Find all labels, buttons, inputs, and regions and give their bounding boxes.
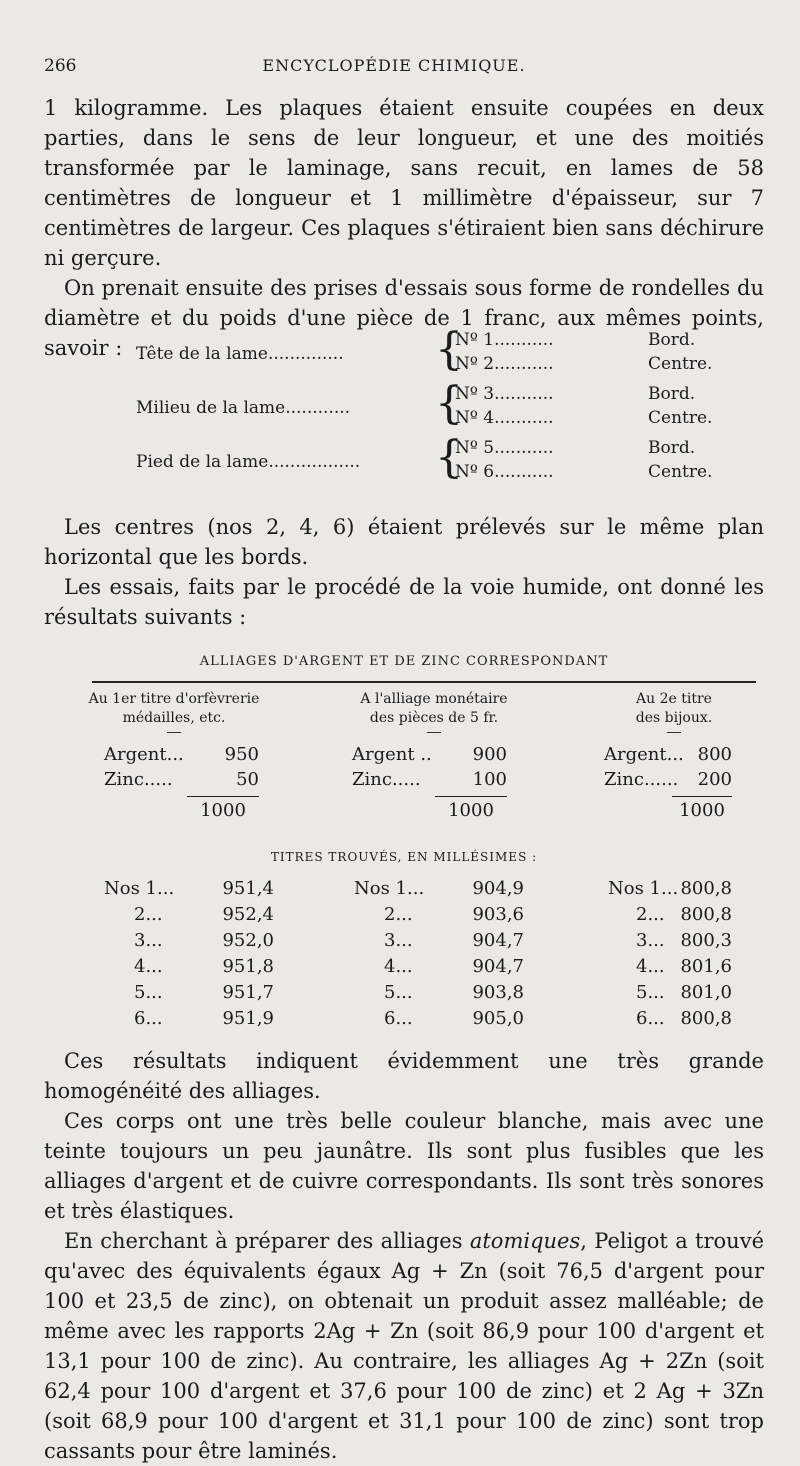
closing-text [44,1046,764,1466]
paragraph-3: Les centres (nos 2, 4, 6) étaient prélevés sur le même plan horizontal que les bords. [44,515,764,569]
paragraph-1: 1 kilogramme. Les plaques étaient ensuite coupées en deux parties, dans le sens de leur longueur, et une des moitiés transformée par le laminage, sans recuit, en lames de 58 centimètres de longueur et 1 millimètre d'épaisseur, sur 7 centimètres de largeur. Ces plaques s'étiraient bien sans déchirure ni gerçure. [44,96,764,270]
sampling-group [112,324,722,384]
page-number: 266 [44,56,77,76]
column-header: Au 2e titre des bijoux. [604,690,744,733]
sampling-row: Nº 5........... Bord. [455,438,696,458]
argent-row: Argent .. 900 [352,744,507,765]
total: 1000 [435,796,507,823]
result-row: 2... 952,4 [134,904,274,925]
sampling-group [112,432,722,492]
result-row: 6... 951,9 [134,1008,274,1029]
results-column-3 [608,876,732,1032]
composition-2 [352,742,507,823]
result-row: Nos 1... 904,9 [354,878,524,899]
sampling-group [112,378,722,438]
table-rule [92,681,756,683]
table-title: ALLIAGES D'ARGENT ET DE ZINC CORRESPONDANT [199,654,609,669]
zinc-row: Zinc..... 100 [352,769,507,790]
column-header: Au 1er titre d'orfèvrerie médailles, etc. [84,690,264,733]
paragraph-5: Ces résultats indiquent évidemment une très grande homogénéité des alliages. [44,1049,764,1103]
brace: { [435,378,463,429]
total: 1000 [187,796,259,823]
zinc-row: Zinc..... 50 [104,769,259,790]
argent-row: Argent... 950 [104,744,259,765]
composition-3 [604,742,732,823]
result-row: 6... 800,8 [636,1008,732,1029]
dot-leader: .............. [267,344,344,364]
result-row: 5... 951,7 [134,982,274,1003]
total: 1000 [672,796,732,823]
result-row: 3... 800,3 [636,930,732,951]
dot-leader: ................. [268,452,361,472]
paragraph-4: Les essais, faits par le procédé de la voie humide, ont donné les résultats suivants : [44,575,764,629]
result-row: 3... 904,7 [384,930,524,951]
results-column-1 [104,876,274,1032]
sampling-row: Nº 3........... Bord. [455,384,696,404]
result-row: 3... 952,0 [134,930,274,951]
composition-1 [104,742,259,823]
paragraph-2: On prenait ensuite des prises d'essais sous forme de rondelles du diamètre et du poids d'une pièce de 1 franc, aux mêmes points, savoir : [44,276,764,360]
intro-text [44,93,764,363]
brace: { [435,324,463,375]
result-row: 5... 903,8 [384,982,524,1003]
result-row: Nos 1... 800,8 [608,878,732,899]
results-title: TITRES TROUVÉS, EN MILLÉSIMES : [270,850,538,864]
result-row: 2... 903,6 [384,904,524,925]
emphasis-atomiques: atomiques [469,1229,581,1253]
sampling-row: Nº 4........... Centre. [455,408,713,428]
result-row: 6... 905,0 [384,1008,524,1029]
running-title: ENCYCLOPÉDIE CHIMIQUE. [262,56,526,75]
results-column-2 [354,876,524,1032]
sampling-row: Nº 1........... Bord. [455,330,696,350]
sampling-label: Tête de la lame.............. [136,344,344,364]
column-header: A l'alliage monétaire des pièces de 5 fr. [344,690,524,733]
sampling-label: Pied de la lame................. [136,452,361,472]
sampling-row: Nº 6........... Centre. [455,462,713,482]
result-row: 4... 904,7 [384,956,524,977]
paragraph-6: Ces corps ont une très belle couleur blanche, mais avec une teinte toujours un peu jaunâtre. Ils sont plus fusibles que les alliages d'argent et de cuivre correspondants. Ils sont très sonores et très élastiques. [44,1109,764,1223]
zinc-row: Zinc...... 200 [604,769,732,790]
brace: { [435,432,463,483]
sampling-label: Milieu de la lame............ [136,398,351,418]
result-row: 4... 801,6 [636,956,732,977]
result-row: 2... 800,8 [636,904,732,925]
result-row: Nos 1... 951,4 [104,878,274,899]
result-row: 5... 801,0 [636,982,732,1003]
sampling-row: Nº 2........... Centre. [455,354,713,374]
argent-row: Argent... 800 [604,744,732,765]
result-row: 4... 951,8 [134,956,274,977]
page-header [44,56,744,90]
mid-text [44,512,764,632]
dot-leader: ............ [285,398,351,418]
paragraph-7: En cherchant à préparer des alliages atomiques, Peligot a trouvé qu'avec des équivalents égaux Ag + Zn (soit 76,5 d'argent pour 100 et 23,5 de zinc), on obtenait un produit assez malléable; de même avec les rapports 2Ag + Zn (soit 86,9 pour 100 d'argent et 13,1 pour 100 de zinc). Au contraire, les alliages Ag + 2Zn (soit 62,4 pour 100 d'argent et 37,6 pour 100 de zinc) et 2 Ag + 3Zn (soit 68,9 pour 100 d'argent et 31,1 pour 100 de zinc) sont trop cassants pour être laminés. [44,1229,764,1463]
sampling-list [112,324,722,492]
